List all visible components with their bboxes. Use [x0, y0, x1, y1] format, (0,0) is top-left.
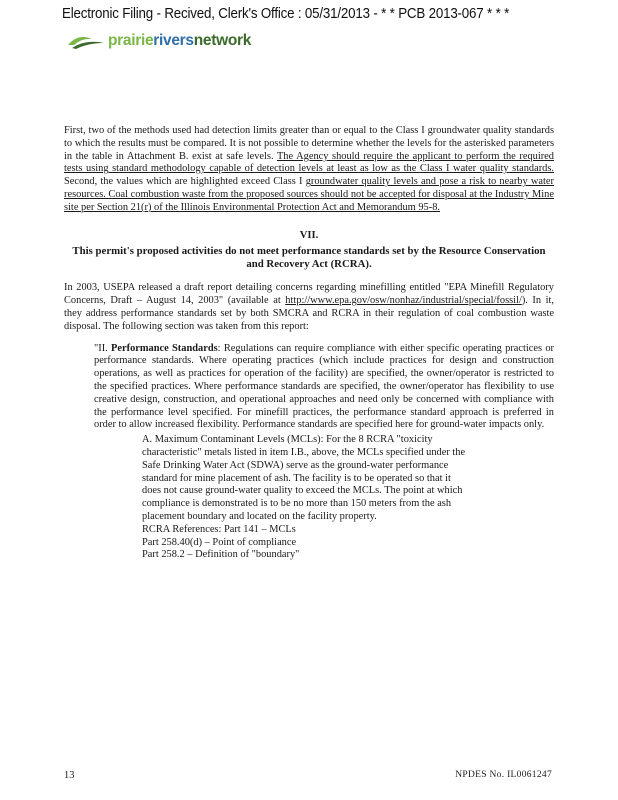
permit-number: NPDES No. IL0061247 — [455, 770, 552, 780]
reference-line: RCRA References: Part 141 – MCLs — [142, 523, 296, 535]
paragraph2-text1: In 2003, USEPA released a draft report detailing concerns regarding minefilling entitled "EPA Minefill Regulatory Concerns, Draft – August 14, 2003" (available at — [64, 282, 554, 307]
underlined-requirement: The Agency should require the applicant to perform the required tests using standard methodology capable of detection levels at least as low as the Class I water quality standards. — [64, 150, 554, 175]
logo-wordmark — [108, 32, 251, 50]
paragraph-detection-limits — [64, 125, 554, 215]
mcl-subitem — [142, 434, 472, 562]
logo-part-rivers: rivers — [153, 32, 194, 49]
organization-logo — [66, 30, 251, 52]
quote-heading: Performance Standards — [111, 342, 218, 354]
section-number: VII. — [299, 229, 319, 241]
quote-body: : Regulations can require compliance with either specific operating practices or performance standards. Where operating practices (which include practices for design and construction operations, as well as practices for operation of the facility) are specified, the owner/operator is restricted to the specified practices. Where performance standards are specified, the owner/operator has flexibility to use creative design, construction, and operational approaches and need only be concerned with compliance with the performance level specified. For minefill practices, the performance standard approach is preferred in order to allow increased flexibility. Performance standards are specified here for ground-water impacts only. — [94, 342, 554, 431]
page-body — [64, 125, 554, 562]
paragraph2-text2: ). In it, they address performance standards set by both SMCRA and RCRA in their regulation of coal combustion waste disposal. The following section was taken from this report: — [64, 295, 555, 332]
logo-part-network: network — [193, 32, 252, 49]
reference-line: Part 258.2 – Definition of "boundary" — [142, 549, 300, 561]
underlined-conclusion: groundwater quality levels and pose a risk to nearby water resources. Coal combustion waste from the proposed sources should not be accepted for disposal at the Industry Mine site per Section 21(r) of the Illinois Environmental Protection Act and Memorandum 95-8. — [64, 176, 554, 213]
logo-part-prairie: prairie — [108, 32, 154, 49]
report-link[interactable]: http://www.epa.gov/osw/nonhaz/industrial/special/fossil/ — [285, 295, 522, 307]
paragraph-usepa-report — [64, 282, 554, 333]
paragraph1-mid: Second, the values which are highlighted exceed Class I — [64, 176, 306, 188]
mcl-text: A. Maximum Contaminant Levels (MCLs): For the 8 RCRA "toxicity characteristic" metals listed in item I.B., above, the MCLs specified under the Safe Drinking Water Act (SDWA) serve as the ground-water performance standard for mine placement of ash. The facility is to be operated so that it does not cause ground-water quality to exceed the MCLs. The point at which compliance is demonstrated is to be no more than 150 meters from the ash placement boundary and located on the facility property. — [142, 434, 466, 522]
quote-lead: "II. — [94, 342, 112, 354]
leaf-logo-icon — [66, 31, 106, 51]
performance-standards-paragraph — [94, 343, 554, 433]
section-title: This permit's proposed activities do not meet performance standards set by the Resource Conservation and Recovery Act (RCRA). — [72, 245, 546, 271]
filing-stamp: Electronic Filing - Recived, Clerk's Office : 05/31/2013 - * * PCB 2013-067 * * * — [62, 6, 510, 22]
quoted-excerpt — [94, 343, 554, 563]
reference-line: Part 258.40(d) – Point of compliance — [142, 536, 297, 548]
page-number: 13 — [64, 770, 75, 781]
paragraph1-text: First, two of the methods used had detection limits greater than or equal to the Class I groundwater quality standards to which the results must be compared. It is not possible to determine whether the levels for the asterisked parameters in the table in Attachment B. exist at safe levels. — [64, 125, 554, 162]
